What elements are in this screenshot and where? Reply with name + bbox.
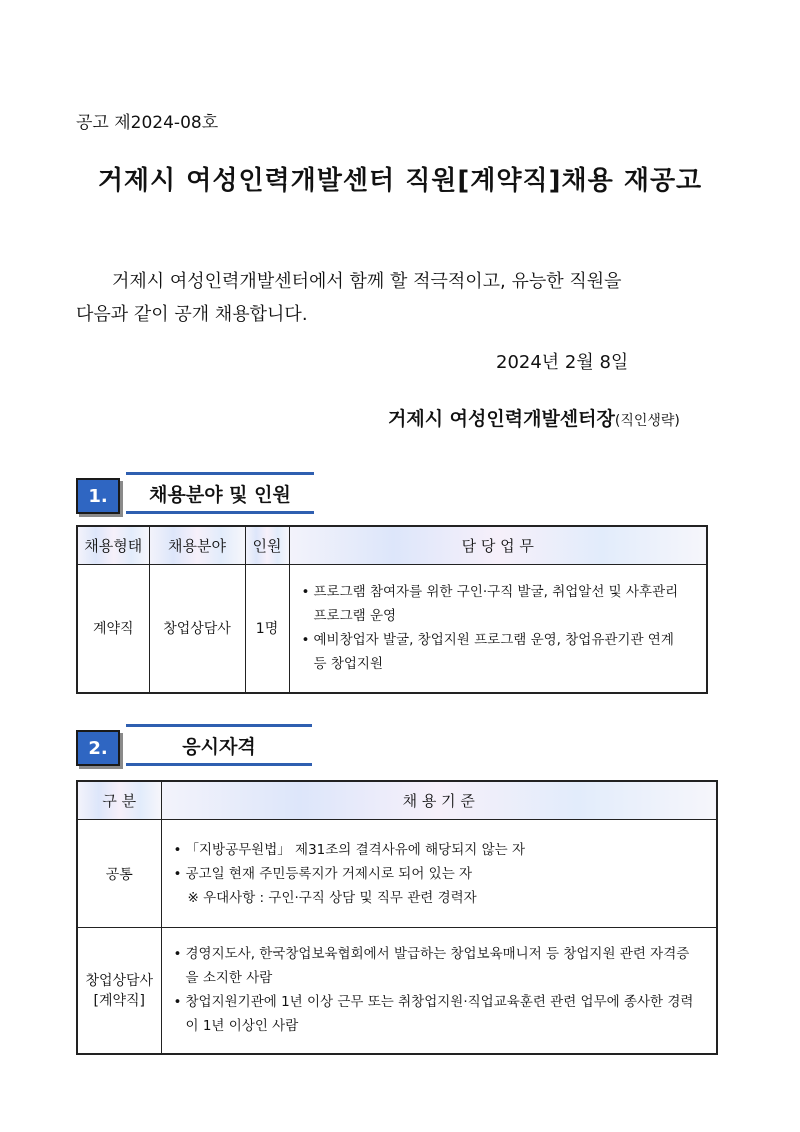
header-field: 채용분야: [149, 526, 245, 565]
employment-type: 계약직: [77, 565, 149, 693]
list-item: • 공고일 현재 주민등록지가 거제시로 되어 있는 자: [172, 862, 697, 886]
table-row: [77, 820, 717, 928]
seal-omitted: (직인생략): [614, 413, 680, 429]
section2-number: 2.: [76, 730, 120, 766]
list-item: • 경영지도사, 한국창업보육협회에서 발급하는 창업보육매니저 등 창업지원 관련 자격증을 소지한 사람: [172, 942, 697, 990]
preference-note: ※ 우대사항 : 구인·구직 상담 및 직무 관련 경력자: [187, 889, 477, 906]
signer: [388, 404, 680, 431]
header-headcount: 인원: [245, 526, 289, 565]
section2-title: 응시자격: [126, 724, 312, 766]
header-employment-type: 채용형태: [77, 526, 149, 565]
notice-number: 공고 제2024-08호: [76, 113, 219, 133]
positions-header-row: [77, 526, 707, 565]
qualifications-table: [76, 780, 718, 1055]
document-title: 거제시 여성인력개발센터 직원[계약직]채용 재공고: [97, 166, 703, 196]
category-startup-counselor: [77, 928, 161, 1054]
category-label: 창업상담사: [85, 973, 154, 990]
intro-line-1: 거제시 여성인력개발센터에서 함께 할 적극적이고, 유능한 직원을: [112, 271, 622, 292]
criteria-common: [161, 820, 717, 928]
category-sublabel: [계약직]: [93, 993, 145, 1010]
intro-paragraph: [76, 265, 726, 331]
criteria-startup-counselor: [161, 928, 717, 1054]
positions-table: [76, 525, 708, 694]
duties-cell: [289, 565, 707, 693]
list-item: • 프로그램 참여자를 위한 구인·구직 발굴, 취업알선 및 사후관리 프로그램 운영: [300, 580, 681, 628]
signer-name: 거제시 여성인력개발센터장: [388, 408, 615, 430]
section1-title: 채용분야 및 인원: [126, 472, 314, 514]
position-field: 창업상담사: [149, 565, 245, 693]
qualifications-header-row: [77, 781, 717, 820]
list-item: • 「지방공무원법」 제31조의 결격사유에 해당되지 않는 자: [172, 838, 697, 862]
category-common: 공통: [77, 820, 161, 928]
headcount: 1명: [245, 565, 289, 693]
list-item: • 창업지원기관에 1년 이상 근무 또는 취창업지원·직업교육훈련 관련 업무에 종사한 경력이 1년 이상인 사람: [172, 990, 697, 1038]
header-category: 구 분: [77, 781, 161, 820]
intro-line-2: 다음과 같이 공개 채용합니다.: [76, 304, 308, 325]
header-criteria: 채 용 기 준: [161, 781, 717, 820]
table-row: [77, 928, 717, 1054]
section1-number: 1.: [76, 478, 120, 514]
list-item: • 예비창업자 발굴, 창업지원 프로그램 운영, 창업유관기관 연계 등 창업지원: [300, 628, 681, 676]
table-row: [77, 565, 707, 693]
announcement-date: 2024년 2월 8일: [496, 352, 629, 373]
header-duties: 담 당 업 무: [289, 526, 707, 565]
